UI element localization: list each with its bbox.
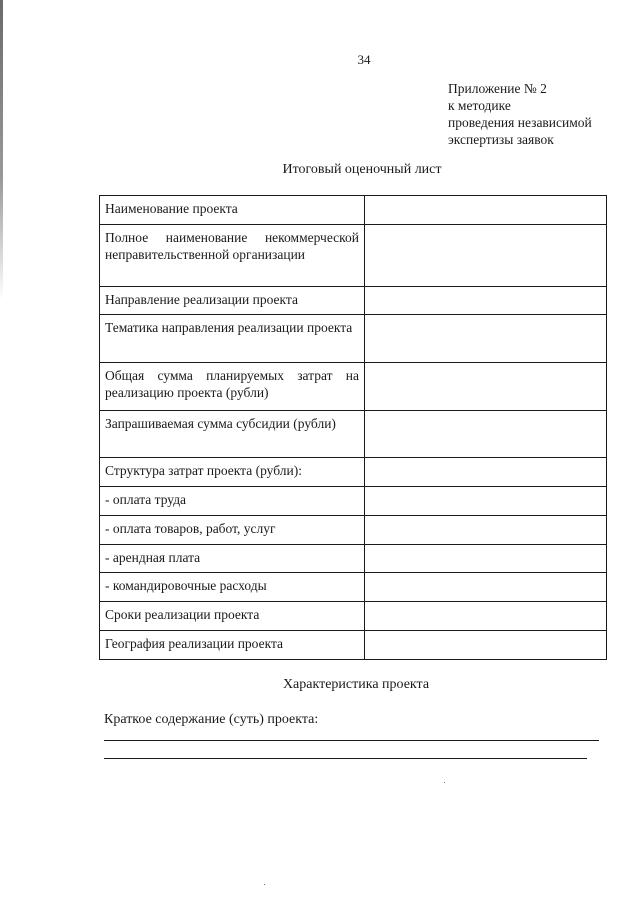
appendix-note (448, 80, 592, 148)
scan-edge-shadow (0, 0, 3, 300)
summary-label: Краткое содержание (суть) проекта: (104, 712, 319, 727)
section-title-characteristics: Характеристика проекта (282, 677, 430, 692)
row-value-requested-subsidy[interactable] (365, 411, 607, 458)
row-value-travel[interactable] (365, 573, 607, 602)
table-row (100, 458, 607, 487)
table-row (100, 602, 607, 631)
appendix-line: к методике (448, 98, 511, 113)
row-label-topic: Тематика направления реализации проекта (100, 315, 365, 363)
summary-line-2[interactable] (104, 758, 587, 759)
row-value-total-costs[interactable] (365, 363, 607, 411)
row-value-project-name[interactable] (365, 196, 607, 225)
table-row (100, 315, 607, 363)
summary-line[interactable] (104, 740, 599, 741)
table-row (100, 573, 607, 602)
scan-speck (444, 782, 445, 783)
row-label-rent: - арендная плата (100, 545, 365, 573)
row-value-goods-services[interactable] (365, 516, 607, 545)
row-label-travel: - командировочные расходы (100, 573, 365, 602)
table-row (100, 516, 607, 545)
table-row (100, 363, 607, 411)
appendix-line: Приложение № 2 (448, 81, 547, 96)
row-value-direction[interactable] (365, 287, 607, 315)
table-row (100, 545, 607, 573)
table-row (100, 631, 607, 660)
page-number: 34 (357, 52, 371, 67)
appendix-line: экспертизы заявок (448, 132, 554, 147)
row-label-direction: Направление реализации проекта (100, 287, 365, 315)
row-label-labor: - оплата труда (100, 487, 365, 516)
row-value-labor[interactable] (365, 487, 607, 516)
row-label-goods-services: - оплата товаров, работ, услуг (100, 516, 365, 545)
evaluation-table (99, 195, 607, 660)
row-label-geography: География реализации проекта (100, 631, 365, 660)
row-label-project-name: Наименование проекта (100, 196, 365, 225)
row-label-total-costs: Общая сумма планируемых затрат на реализацию проекта (рубли) (100, 363, 365, 411)
row-label-requested-subsidy: Запрашиваемая сумма субсидии (рубли) (100, 411, 365, 458)
scan-speck (264, 884, 265, 885)
row-value-organization-name[interactable] (365, 225, 607, 287)
table-row (100, 487, 607, 516)
row-value-geography[interactable] (365, 631, 607, 660)
row-value-cost-structure[interactable] (365, 458, 607, 487)
table-row (100, 225, 607, 287)
table-row (100, 287, 607, 315)
table-row (100, 411, 607, 458)
sheet-title: Итоговый оценочный лист (282, 162, 442, 177)
row-value-topic[interactable] (365, 315, 607, 363)
row-label-organization-name: Полное наименование некоммерческой неправительственной организации (100, 225, 365, 287)
row-value-timeline[interactable] (365, 602, 607, 631)
table-row (100, 196, 607, 225)
row-label-timeline: Сроки реализации проекта (100, 602, 365, 631)
appendix-line: проведения независимой (448, 115, 592, 130)
row-value-rent[interactable] (365, 545, 607, 573)
row-label-cost-structure: Структура затрат проекта (рубли): (100, 458, 365, 487)
